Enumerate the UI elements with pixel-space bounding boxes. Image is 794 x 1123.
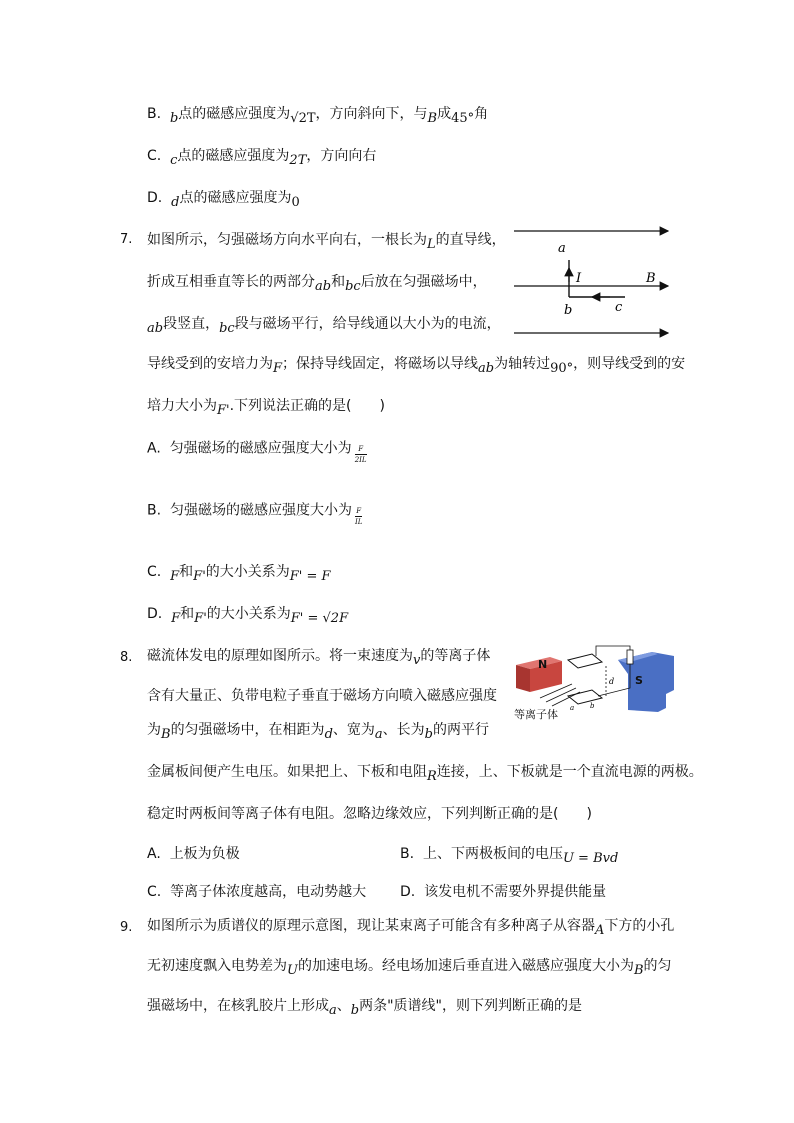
q9-number: 9. xyxy=(120,920,133,935)
label-I: I xyxy=(576,271,582,286)
label-b: b xyxy=(590,702,595,710)
magnet-S xyxy=(618,652,674,712)
q7-option-a: A. 匀强磁场的磁感应强度大小为 $\frac{F}{2IL}$ xyxy=(147,440,367,464)
q7-stem-line2: 折成互相垂直等长的两部分ab和bc后放在匀强磁场中， xyxy=(147,274,487,294)
q7-stem-line4: 导线受到的安培力为F；保持导线固定，将磁场以导线ab为轴转过90°，则导线受到的安 xyxy=(147,356,686,376)
q7-number: 7. xyxy=(120,232,133,247)
q8-option-b: B. 上、下两极板间的电压U = Bvd xyxy=(400,846,619,866)
q8-option-c: C. 等离子体浓度越高，电动势越大 xyxy=(147,884,367,900)
q7-stem-line3: ab段竖直，bc段与磁场平行，给导线通以大小为的电流， xyxy=(147,316,501,336)
label-S: S xyxy=(635,674,643,687)
q8-stem-line1: 磁流体发电的原理如图所示。将一束速度为v的等离子体 xyxy=(147,648,491,668)
label-B: B xyxy=(646,271,656,286)
q6-option-d: D. d点的磁感应强度为0 xyxy=(147,190,300,210)
q8-stem-line5: 稳定时两板间等离子体有电阻。忽略边缘效应，下列判断正确的是( ) xyxy=(147,806,592,822)
q8-number: 8. xyxy=(120,650,133,665)
q7-option-d: D. F和F'的大小关系为F' = √2F xyxy=(147,606,349,626)
fraction-F-2IL: $\frac{F}{2IL}$ xyxy=(354,445,367,464)
fraction-F-IL: $\frac{F}{IL}$ xyxy=(354,507,363,526)
q9-stem-line2: 无初速度飘入电势差为U的加速电场。经电场加速后垂直进入磁感应强度大小为B的匀 xyxy=(147,958,672,978)
q8-option-d: D. 该发电机不需要外界提供能量 xyxy=(400,884,607,900)
label-N: N xyxy=(538,658,548,671)
q8-stem-line2: 含有大量正、负带电粒子垂直于磁场方向喷入磁感应强度 xyxy=(147,688,497,704)
magnet-N xyxy=(516,657,562,692)
q7-stem-line5: 培力大小为F'.下列说法正确的是( ) xyxy=(147,398,385,418)
q9-stem-line1: 如图所示为质谱仪的原理示意图，现让某束离子可能含有多种离子从容器A下方的小孔 xyxy=(147,918,675,938)
label-c: c xyxy=(615,300,623,315)
q7-stem-line1: 如图所示，匀强磁场方向水平向右，一根长为L的直导线， xyxy=(147,232,506,252)
q9-stem-line3: 强磁场中，在核乳胶片上形成a、b两条"质谱线"，则下列判断正确的是 xyxy=(147,998,582,1018)
q6-option-b: B. b点的磁感应强度为√2T，方向斜向下，与B成45°角 xyxy=(147,106,489,126)
q8-figure xyxy=(510,640,685,730)
q8-stem-line3: 为B的匀强磁场中，在相距为d、宽为a、长为b的两平行 xyxy=(147,722,489,742)
upper-plate xyxy=(568,654,602,668)
resistor-R xyxy=(627,650,633,664)
q6-option-c: C. c点的磁感应强度为2T，方向向右 xyxy=(147,148,377,168)
label-d: d xyxy=(609,677,615,686)
label-plasma: 等离子体 xyxy=(514,708,558,721)
q7-option-b: B. 匀强磁场的磁感应强度大小为 $\frac{F}{IL}$ xyxy=(147,502,363,526)
label-a: a xyxy=(570,704,575,712)
q8-stem-line4: 金属板间便产生电压。如果把上、下板和电阻R连接，上、下板就是一个直流电源的两极。 xyxy=(147,764,703,784)
label-a: a xyxy=(558,241,566,256)
wire-top xyxy=(596,646,630,656)
q8-option-a: A. 上板为负极 xyxy=(147,846,240,862)
q7-option-c: C. F和F'的大小关系为F' = F xyxy=(147,564,331,584)
label-b: b xyxy=(564,303,573,318)
q7-figure xyxy=(510,222,675,342)
lower-plate xyxy=(568,690,602,704)
